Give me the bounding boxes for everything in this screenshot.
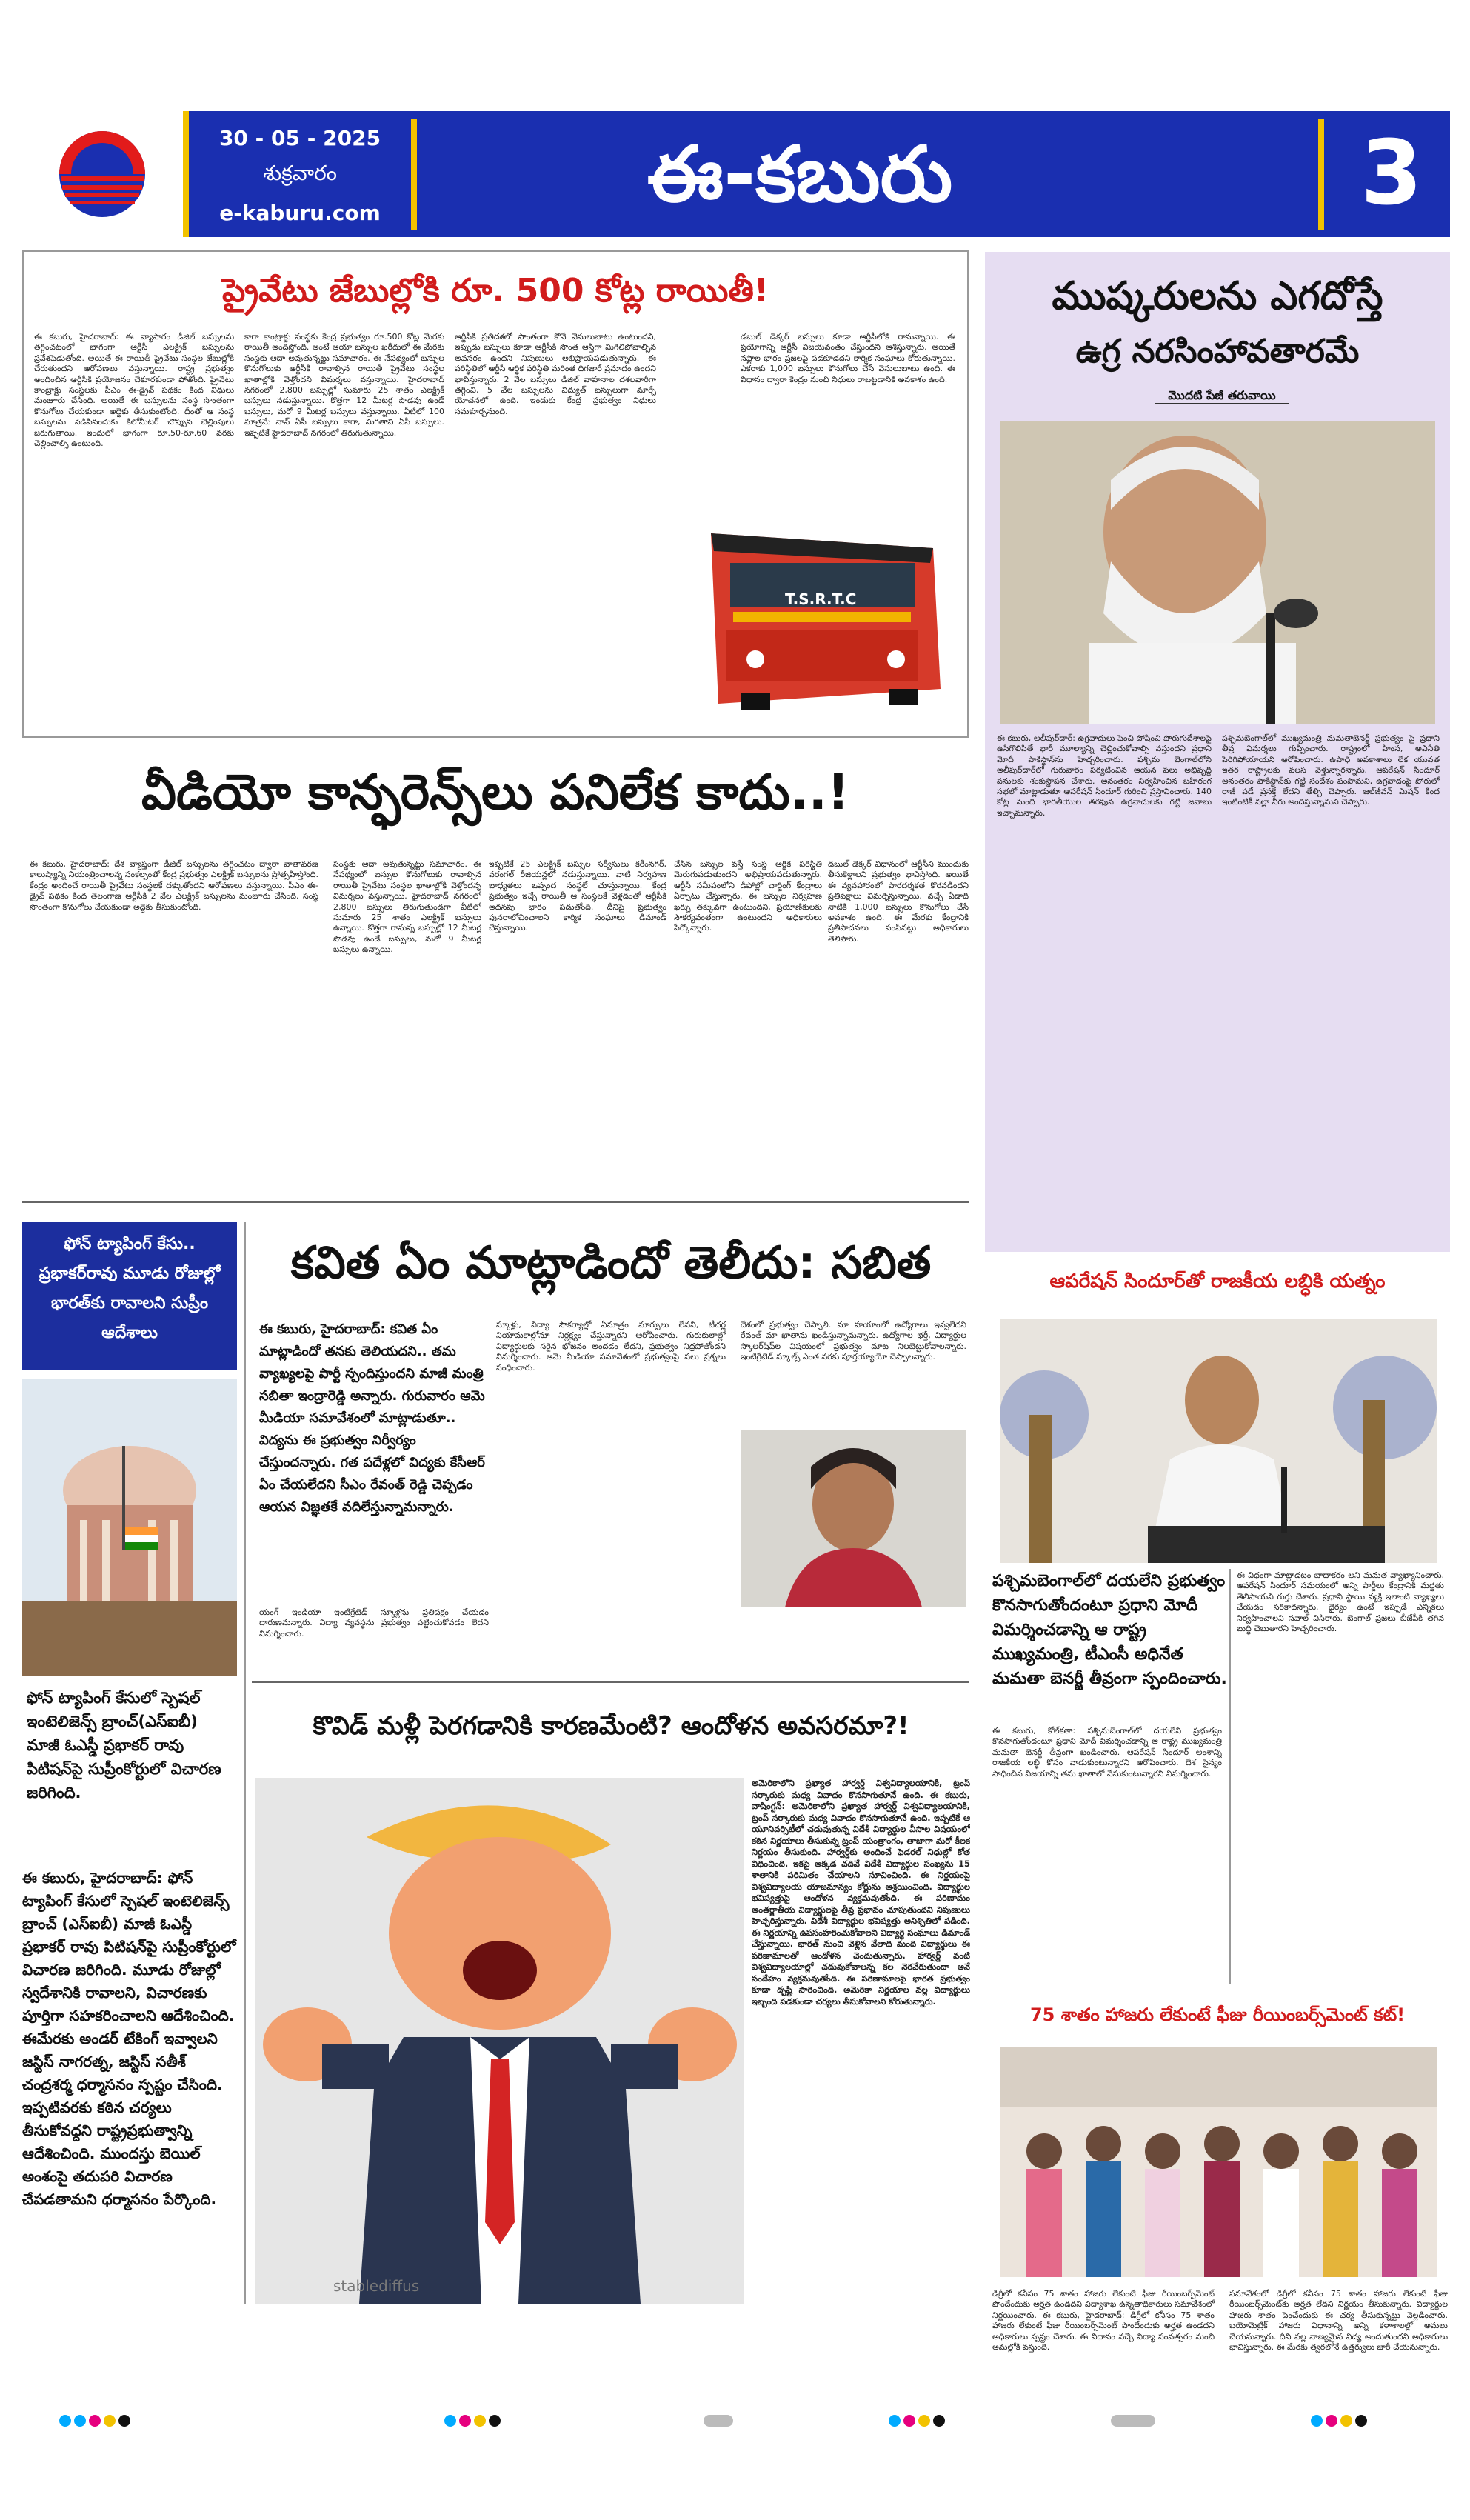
story1-col: ఈ కబురు, హైదరాబాద్: ఈ వ్యాపారం డీజిల్ బస్సులను తగ్గించటంలో భాగంగా ఆర్టీసీ ఎలక్ట్రిక్ బస్సులను ప్రవేశపెడుతోంది. అయితే ఈ రాయితీ ప్రైవేటు సంస్థల జేబుల్లోకి చేరుతుందని ఆరోపణలు వస్తున్నాయి. రాష్ట్ర ప్రభుత్వం అందించిన ఆర్టీసీకి ప్రయోజనం చేకూరకుండా పోతోంది. ప్రైవేటు కాంట్రాక్టు సంస్థలకు పీఎం ఈ-డ్రైవ్ పథకం కింద నిధులు మంజూరు చేసింది. అయితే ఈ బస్సులను సంస్థ సొంతంగా కొనుగోలు చేయకుండా అద్దెకు తీసుకుంటోంది. దీంతో ఆ సంస్థ బస్సులను నడిపినందుకు కిలోమీటర్ చొప్పున చెల్లింపులు జరుగుతాయి. ఇందులో భాగంగా రూ.50-రూ.60 వరకు చెల్లించాల్సి ఉంటుంది. bbox=[34, 332, 234, 449]
story3-col: ఈ కబురు, అలీపుర్‌దార్: ఉగ్రవాదులు పెంచి పోషించి పొరుగుదేశాలపై ఉసిగొలిపితే భారీ మూల్యాన్ని చెల్లించుకోవాల్సి వస్తుందని ప్రధాని మోదీ పాకిస్థాన్‌ను హెచ్చరించారు. పశ్చిమ బెంగాల్‌లోని అలీపుర్‌దార్‌లో గురువారం పర్యటించిన ఆయన పలు అభివృద్ధి పనులకు శంకుస్థాపన చేశారు. అనంతరం నిర్వహించిన బహిరంగ సభలో మాట్లాడుతూ ఆపరేషన్ సిందూర్ గురించి ప్రస్తావించారు. 140 కోట్ల మంది భారతీయుల తరఫున ఉగ్రవాదులకు గట్టి జవాబు ఇచ్చామన్నారు. bbox=[997, 733, 1212, 818]
story2-col: ఈ కబురు, హైదరాబాద్: దేశ వ్యాప్తంగా డీజిల్ బస్సులను తగ్గించటం ద్వారా వాతావరణ కాలుష్యాన్ని నియంత్రించాలన్న సంకల్పంతో కేంద్ర ప్రభుత్వం ఎలక్ట్రిక్ బస్సులను ప్రోత్సహిస్తోంది. కేంద్రం అందించే రాయితీ ప్రైవేటు సంస్థలకే దక్కుతోందని ఆరోపణలు వస్తున్నాయి. పీఎం ఈ-డ్రైవ్ పథకం కింద తెలంగాణ ఆర్టీసీకి 2 వేల ఎలక్ట్రిక్ బస్సులను మంజూరు చేసింది. సంస్థ సొంతంగా కొనుగోలు చేయకుండా అద్దెకు తీసుకుంటోంది. bbox=[30, 859, 318, 912]
mamata-photo-icon bbox=[1000, 1319, 1437, 1563]
story1-headline: ప్రైవేటు జేబుల్లోకి రూ. 500 కోట్ల రాయితీ! bbox=[222, 272, 769, 310]
story6-headline: కవిత ఏం మాట్లాడిందో తెలీదు: సబిత bbox=[290, 1237, 932, 1289]
story4-headline: ఆపరేషన్ సిందూర్‌తో రాజకీయ లబ్ధికి యత్నం bbox=[1049, 1270, 1386, 1293]
color-registration-marks bbox=[889, 2415, 948, 2427]
story4-col: ఈ కబురు, కోల్‌కతా: పశ్చిమబెంగాల్‌లో దయలేని ప్రభుత్వం కొనసాగుతోందంటూ ప్రధాని మోదీ విమర్శించడాన్ని ఆ రాష్ట్ర ముఖ్యమంత్రి మమతా బెనర్జీ తీవ్రంగా ఖండించారు. ఆపరేషన్ సిందూర్ అంశాన్ని రాజకీయ లబ్ధి కోసం వాడుకుంటున్నారని ఆరోపించారు. దేశ సైన్యం సాధించిన విజయాన్ని తమ ఖాతాలో వేసుకుంటున్నారని విమర్శించారు. bbox=[992, 1726, 1222, 1779]
story2-col: చేసిన బస్సుల వస్తే సంస్థ ఆర్థిక పరిస్థితి మెరుగుపడుతుందని అభిప్రాయపడుతున్నారు. ఆర్టీసీ సమీపంలోని డిపోల్లో చార్జింగ్ కేంద్రాలు ఏర్పాటు చేస్తున్నారు. ఈ బస్సుల నిర్వహణ ఖర్చు తక్కువగా ఉంటుందని, ప్రయాణికులకు సౌకర్యవంతంగా ఉంటుందని అధికారులు పేర్కొన్నారు. bbox=[674, 859, 822, 933]
masthead-divider bbox=[1318, 119, 1324, 230]
color-registration-marks bbox=[444, 2415, 504, 2427]
story3-headline2: ఉగ్ర నరసింహావతారమే bbox=[1075, 333, 1360, 370]
story1-col: ఆర్టీసీకి ప్రతిదశలో సొంతంగా కొనే వెసులుబాటు ఉంటుందని, ఇప్పుడు బస్సులు కూడా ఆర్టీసీకి సొంత ఆస్తిగా మిగిలిపోవాల్సిన అవసరం ఉందని నిపుణులు అభిప్రాయపడుతున్నారు. ఈ పరిస్థితిలో ఆర్టీసీ ఆర్థిక పరిస్థితి మరింత దిగజారే ప్రమాదం ఉందని భావిస్తున్నారు. 2 వేల బస్సులు డీజిల్ వాహనాల దశలవారీగా తగ్గించి, 5 వేల బస్సులను విద్యుత్ బస్సులుగా మార్చే యోచనలో ఉంది. ఇందుకు కేంద్ర ప్రభుత్వం నిధులు సమకూర్చనుంది. bbox=[455, 332, 656, 416]
color-registration-marks bbox=[1311, 2415, 1370, 2427]
ekaburu-logo-icon bbox=[22, 111, 183, 237]
story3-kicker: మొదటి పేజీ తరువాయి bbox=[1155, 387, 1289, 404]
column-divider bbox=[1229, 1569, 1231, 1984]
logo-box bbox=[22, 111, 189, 237]
newspaper-title: ఈ-కబురు bbox=[647, 129, 953, 219]
story3-headline: ముష్కరులను ఎగదోస్తే bbox=[1052, 274, 1383, 319]
story8-col: సమావేశంలో డిగ్రీలో కనీసం 75 శాతం హాజరు లేకుంటే ఫీజు రీయింబర్స్‌మెంట్‌కు అర్హత లేదని నిర్ణయం తీసుకున్నారు. విద్యార్థుల హాజరు శాతం పెంచేందుకు ఈ చర్య తీసుకున్నట్టు వెల్లడించారు. బయోమెట్రిక్ హాజరు విధానాన్ని అన్ని కళాశాలల్లో అమలు చేయనున్నారు. దీని వల్ల నాణ్యమైన విద్య అందుతుందని అధికారులు భావిస్తున్నారు. ఈ మేరకు త్వరలోనే ఉత్తర్వులు జారీ చేయనున్నారు. bbox=[1229, 2289, 1448, 2353]
story8-headline: 75 శాతం హాజరు లేకుంటే ఫీజు రీయింబర్స్‌మెంట్ కట్! bbox=[1029, 2004, 1406, 2025]
story7-body: అమెరికాలోని ప్రఖ్యాత హార్వర్డ్ విశ్వవిద్యాలయానికి, ట్రంప్ సర్కారుకు మధ్య వివాదం కొనసాగుతూనే ఉంది. ఈ కబురు, వాషింగ్టన్: అమెరికాలోని ప్రఖ్యాత హార్వర్డ్ విశ్వవిద్యాలయానికి, ట్రంప్ సర్కారుకు మధ్య వివాదం కొనసాగుతూనే ఉంది. ఇప్పటికే ఆ యూనివర్సిటీలో చదువుతున్న విదేశీ విద్యార్థుల వీసాల విషయంలో కఠిన నిర్ణయాలు తీసుకున్న ట్రంప్ యంత్రాంగం, తాజాగా మరో కీలక నిర్ణయం తీసుకుంది. హార్వర్డ్‌కు అందించే ఫెడరల్ నిధుల్లో కోత విధించింది. ఇకపై అక్కడ చదివే విదేశీ విద్యార్థుల సంఖ్యను 15 శాతానికి పరిమితం చేయాలని సూచించింది. ఈ నిర్ణయంపై విశ్వవిద్యాలయ యాజమాన్యం కోర్టును ఆశ్రయించింది. విద్యార్థుల భవిష్యత్తుపై ఆందోళన వ్యక్తమవుతోంది. ఈ పరిణామం అంతర్జాతీయ విద్యార్థులపై తీవ్ర ప్రభావం చూపుతుందని నిపుణులు హెచ్చరిస్తున్నారు. విదేశీ విద్యార్థుల భవిష్యత్తు అనిశ్చితిలో పడింది. ఈ నిర్ణయాన్ని ఉపసంహరించుకోవాలని విద్యార్థి సంఘాలు డిమాండ్ చేస్తున్నాయి. భారత్ నుంచి వెళ్లిన వేలాది మంది విద్యార్థులు ఈ పరిణామాలతో ఆందోళన చెందుతున్నారు. హార్వర్డ్ వంటి విశ్వవిద్యాలయాల్లో చదువుకోవాలన్న కల నెరవేరుతుందా అనే సందేహం వ్యక్తమవుతోంది. ఈ పరిణామాలపై భారత ప్రభుత్వం కూడా దృష్టి సారించింది. అమెరికా నిర్ణయాల వల్ల విద్యార్థులు ఇబ్బంది పడకుండా చర్యలు తీసుకోవాలని కోరుతున్నారు. bbox=[752, 1778, 970, 2007]
story2-col: డబుల్ డెక్కర్ విధానంలో ఆర్టీసీని ముందుకు తీసుకెళ్లాలని ప్రభుత్వం భావిస్తోంది. అయితే ఈ వ్యవహారంలో పారదర్శకత కొరవడిందని ప్రతిపక్షాలు విమర్శిస్తున్నాయి. వచ్చే ఏడాది నాటికి 1,000 బస్సులు కొనుగోలు చేసే అవకాశం ఉంది. ఈ మేరకు కేంద్రానికి ప్రతిపాదనలు పంపినట్టు అధికారులు తెలిపారు. bbox=[828, 859, 969, 944]
story3-col: పశ్చిమబెంగాల్‌లో ముఖ్యమంత్రి మమతాబెనర్జీ ప్రభుత్వం పై ప్రధాని తీవ్ర విమర్శలు గుప్పించారు. రాష్ట్రంలో హింస, అవినీతి పెరిగిపోయాయని ఆరోపించారు. ఉపాధి అవకాశాలు లేక యువత ఇతర రాష్ట్రాలకు వలస వెళ్తున్నారన్నారు. ఆపరేషన్ సిందూర్ అనంతరం పాకిస్థాన్‌కు గట్టి సందేశం పంపామని, ఉగ్రవాదంపై పోరులో రాజీ పడే ప్రసక్తే లేదని తేల్చి చెప్పారు. జల్‌జీవన్ మిషన్ కింద ఇంటింటికీ నల్లా నీరు అందిస్తున్నామని చెప్పారు. bbox=[1222, 733, 1440, 807]
story8-col: డిగ్రీలో కనీసం 75 శాతం హాజరు లేకుంటే ఫీజు రీయింబర్స్‌మెంట్ పొందేందుకు అర్హత ఉండదని విద్యాశాఖ ఉన్నతాధికారులు సమావేశంలో నిర్ణయించారు. ఈ కబురు, హైదరాబాద్: డిగ్రీలో కనీసం 75 శాతం హాజరు లేకుంటే ఫీజు రీయింబర్స్‌మెంట్ పొందేందుకు అర్హత ఉండదని అధికారులు స్పష్టం చేశారు. ఈ విధానం వచ్చే విద్యా సంవత్సరం నుంచి అమల్లోకి వస్తుంది. bbox=[992, 2289, 1215, 2353]
svg-text:T.S.R.T.C: T.S.R.T.C bbox=[785, 590, 857, 608]
story6-col: యంగ్ ఇండియా ఇంటిగ్రేటెడ్ స్కూళ్లను ప్రతిపక్షం చేయడం దారుణమన్నారు. విద్యా వ్యవస్థను ప్రభుత్వం పట్టించుకోవడం లేదని విమర్శించారు. bbox=[259, 1607, 489, 1639]
story1-col: డబుల్ డెక్కర్ బస్సులు కూడా ఆర్టీసీలోకి రానున్నాయి. ఈ ప్రయోగాన్ని ఆర్టీసీ విజయవంతం చేస్తుందని ఆశిస్తున్నారు. అయితే నష్టాల భారం ప్రజలపై పడకూడదని కార్మిక సంఘాలు కోరుతున్నాయి. ఎకరాకు 1,000 బస్సులు కొనుగోలు చేసే వెసులుబాటు ఉంది. ఈ విధానం ద్వారా కేంద్రం నుంచి నిధులు రాబట్టడానికి అవకాశం ఉంది. bbox=[741, 332, 955, 384]
story6-lead: ఈ కబురు, హైదరాబాద్: కవిత ఏం మాట్లాడిందో తనకు తెలియదని.. తమ వ్యాఖ్యలపై పార్టీ స్పందిస్తుందని మాజీ మంత్రి సబితా ఇంద్రారెడ్డి అన్నారు. గురువారం ఆమె మీడియా సమావేశంలో మాట్లాడుతూ.. విద్యను ఈ ప్రభుత్వం నిర్వీర్యం చేస్తుందన్నారు. గత పదేళ్లలో విద్యకు కేసీఆర్ ఏం చేయలేదని సీఎం రేవంత్ రెడ్డి చెప్పడం ఆయన విజ్ఞతకే వదిలేస్తున్నామన్నారు. bbox=[259, 1321, 485, 1515]
image-watermark: stablediffus bbox=[333, 2277, 420, 2295]
story5-headline: ఫోన్ ట్యాపింగ్ కేసు.. ప్రభాకర్‌రావు మూడు రోజుల్లో భారత్‌కు రావాలని సుప్రీం ఆదేశాలు bbox=[22, 1222, 237, 1370]
page-number: 3 bbox=[1360, 122, 1423, 225]
story6-col: దేశంలో ప్రభుత్వం చెప్పాలి. మా హయాంలో ఉద్యోగాలు ఇవ్వలేదని రేవంత్ మా ఖాతాను ఖండిస్తున్నామన్నారు. ఉద్యోగాల భర్తీ, విద్యార్థుల స్కాలర్‌షిప్‌ల విషయంలో ప్రభుత్వం మాట నిలబెట్టుకోవాలన్నారు. ఇంటిగ్రేటెడ్ స్కూల్స్ ఎంత వరకు పూర్తయ్యాయో చెప్పాలన్నారు. bbox=[741, 1320, 966, 1362]
issue-date: 30 - 05 - 2025 bbox=[218, 126, 381, 150]
section-divider bbox=[22, 1201, 969, 1203]
sabitha-photo-icon bbox=[741, 1430, 966, 1607]
grey-registration-bar bbox=[1111, 2415, 1155, 2427]
date-box bbox=[189, 111, 411, 237]
story1-col: కాగా కాంట్రాక్టు సంస్థకు కేంద్ర ప్రభుత్వం రూ.500 కోట్ల మేరకు రాయితీ అందిస్తోంది. అంటే ఆయా బస్సుల ఖరీదులో ఈ మేరకు సంస్థకు ఆదా అవుతున్నట్టు సమాచారం. ఈ నేపథ్యంలో బస్సుల కొనుగోలుకు ఆర్టీసీకి రావాల్సిన రాయితీ ప్రైవేటు సంస్థల ఖాతాల్లోకి వెళ్తోందని విమర్శలు వస్తున్నాయి. హైదరాబాద్ నగరంలో 2,800 బస్సుల్లో సుమారు 25 శాతం ఎలక్ట్రిక్ బస్సులు నడుస్తున్నాయి. కొత్తగా 12 మీటర్ల పొడవు ఉండే బస్సులు, మరో 9 మీటర్ల బస్సులు వస్తున్నాయి. వీటిలో 100 మాత్రమే నాన్ ఏసీ బస్సులు కాగా, మిగతావి ఏసీ బస్సులు. ఇప్పటికే హైదరాబాద్ నగరంలో తిరుగుతున్నాయి. bbox=[244, 332, 444, 438]
story4-lead: పశ్చిమబెంగాల్‌లో దయలేని ప్రభుత్వం కొనసాగుతోందంటూ ప్రధాని మోదీ విమర్శించడాన్ని ఆ రాష్ట్ర ముఖ్యమంత్రి, టీఎంసీ అధినేత మమతా బెనర్జీ తీవ్రంగా స్పందించారు. bbox=[992, 1572, 1227, 1688]
column-divider bbox=[244, 1222, 246, 2304]
story4-col: ఈ విధంగా మాట్లాడటం బాధాకరం అని మమత వ్యాఖ్యానించారు. ఆపరేషన్ సిందూర్ సమయంలో అన్ని పార్టీలు కేంద్రానికి మద్దతు తెలిపాయని గుర్తు చేశారు. ప్రధాని స్థాయి వ్యక్తి ఇలాంటి వ్యాఖ్యలు చేయడం సరికాదన్నారు. ధైర్యం ఉంటే ఇప్పుడే ఎన్నికలు నిర్వహించాలని సవాల్ విసిరారు. బెంగాల్ ప్రజలు బీజేపీకి తగిన బుద్ధి చెబుతారని హెచ్చరించారు. bbox=[1237, 1570, 1444, 1634]
color-registration-marks bbox=[59, 2415, 133, 2427]
pm-photo-icon bbox=[1000, 421, 1435, 724]
students-photo-icon bbox=[1000, 2047, 1437, 2277]
story2-col: ఇప్పటికే 25 ఎలక్ట్రిక్ బస్సుల సర్వీసులు కరీంనగర్, వరంగల్ రీజియన్లలో నడుస్తున్నాయి. వాటి నిర్వహణ బాధ్యతలు ఒప్పంద సంస్థలే చూస్తున్నాయి. కేంద్ర ప్రభుత్వం ఇచ్చే రాయితీ ఆ సంస్థలకే వెళ్లడంతో ఆర్టీసీకి అదనపు భారం పడుతోంది. దీనిపై ప్రభుత్వం పునరాలోచించాలని కార్మిక సంఘాలు డిమాండ్ చేస్తున్నాయి. bbox=[489, 859, 666, 933]
trump-cartoon-icon bbox=[255, 1778, 744, 2304]
supreme-court-photo-icon bbox=[22, 1379, 237, 1676]
story7-headline: కొవిడ్ మళ్లీ పెరగడానికి కారణమేంటి? ఆందోళన అవసరమా?! bbox=[313, 1711, 909, 1741]
story5-lead: ఫోన్ ట్యాపింగ్ కేసులో స్పెషల్ ఇంటెలిజెన్స్ బ్రాంచ్(ఎస్ఐబీ) మాజీ ఓఎస్డీ ప్రభాకర్ రావు పిటిషన్‌పై సుప్రీంకోర్టులో విచారణ జరిగింది. bbox=[27, 1689, 221, 1801]
masthead-divider bbox=[411, 119, 417, 230]
website-link[interactable]: e-kaburu.com bbox=[219, 201, 381, 225]
section-divider bbox=[252, 1681, 969, 1683]
grey-registration-bar bbox=[704, 2415, 733, 2427]
issue-weekday: శుక్రవారం bbox=[263, 161, 337, 185]
bus-photo-icon bbox=[689, 519, 963, 719]
story2-headline: వీడియో కాన్ఫరెన్స్‌లు పనిలేక కాదు..! bbox=[141, 764, 849, 821]
story6-col: స్కూళ్లు, విద్యా సౌకర్యాల్లో ఏమాత్రం మార్పులు లేవని, టీచర్ల నియామకాల్లోనూ నిర్లక్ష్యం చేస్తున్నారని ఆరోపించారు. గురుకులాల్లో విద్యార్థులకు సరైన భోజనం అందడం లేదని, ప్రభుత్వం నిద్రపోతోందని విమర్శించారు. ఆమె మీడియా సమావేశంలో ప్రభుత్వంపై పలు ప్రశ్నలు సంధించారు. bbox=[496, 1320, 726, 1373]
story5-body: ఈ కబురు, హైదరాబాద్: ఫోన్ ట్యాపింగ్ కేసులో స్పెషల్ ఇంటెలిజెన్స్ బ్రాంచ్ (ఎస్ఐబీ) మాజీ ఓఎస్డీ ప్రభాకర్ రావు పిటిషన్‌పై సుప్రీంకోర్టులో విచారణ జరిగింది. మూడు రోజుల్లో స్వదేశానికి రావాలని, విచారణకు పూర్తిగా సహకరించాలని ఆదేశించింది. ఈమేరకు అండర్ టేకింగ్ ఇవ్వాలని జస్టిస్ నాగరత్న, జస్టిస్ సతీశ్ చంద్రశర్మ ధర్మాసనం స్పష్టం చేసింది. ఇప్పటివరకు కఠిన చర్యలు తీసుకోవద్దని రాష్ట్రప్రభుత్వాన్ని ఆదేశించింది. ముందస్తు బెయిల్ అంశంపై తదుపరి విచారణ చేపడతామని ధర్మాసనం పేర్కొంది. bbox=[22, 1869, 236, 2208]
story2-col: సంస్థకు ఆదా అవుతున్నట్టు సమాచారం. ఈ నేపథ్యంలో బస్సుల కొనుగోలుకు రావాల్సిన రాయితీ ప్రైవేటు సంస్థల ఖాతాల్లోకి వెళ్తోందన్న విమర్శలు వస్తున్నాయి. హైదరాబాద్ నగరంలో 2,800 బస్సులు తిరుగుతుండగా వీటిలో సుమారు 25 శాతం ఎలక్ట్రిక్ బస్సులు ఉన్నాయి. కొత్తగా రానున్న బస్సుల్లో 12 మీటర్ల పొడవు ఉండే బస్సులు, మరో 9 మీటర్ల బస్సులు ఉన్నాయి. bbox=[333, 859, 481, 955]
